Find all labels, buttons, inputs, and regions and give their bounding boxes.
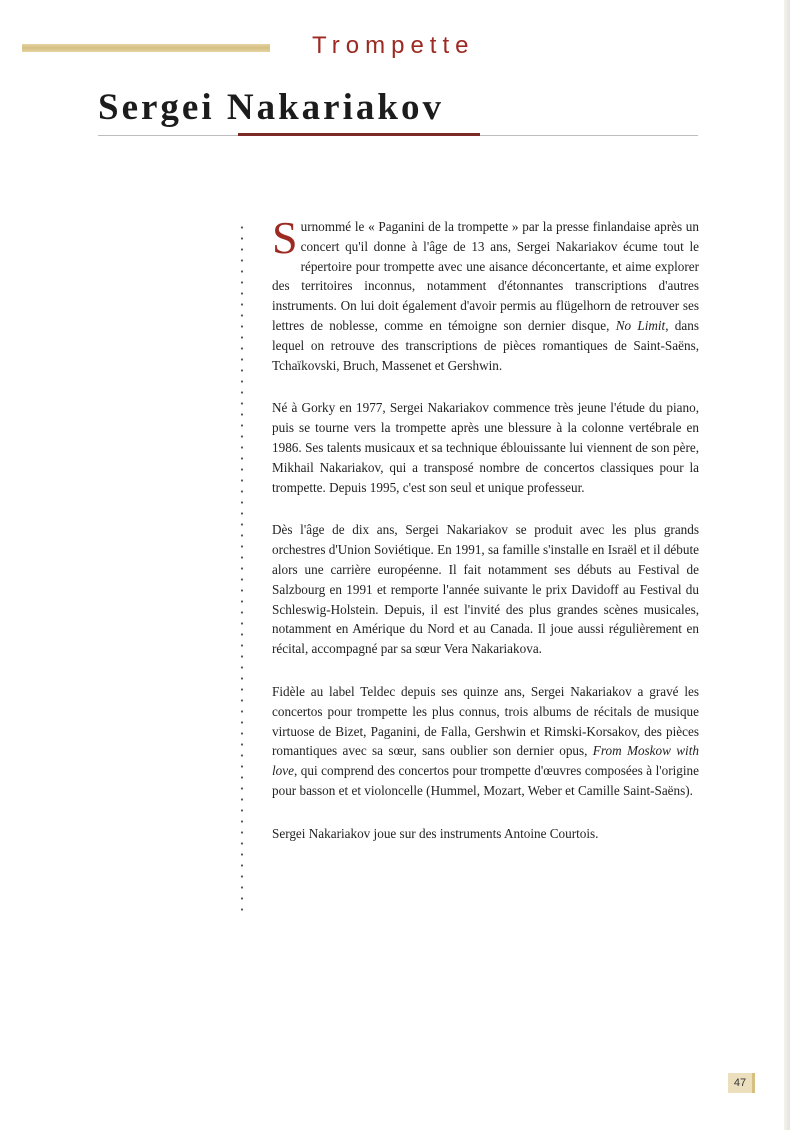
paragraph-2: Né à Gorky en 1977, Sergei Nakariakov commence très jeune l'étude du piano, puis se tourne vers la trompette après une blessure à la colonne vertébrale en 1986. Ses talents musicaux et sa technique éblouissante lui viennent de son père, Mikhail Nakariakov, qui a transposé nombre de concertos classiques pour la trompette. Depuis 1995, c'est son seul et unique professeur.	[272, 400, 699, 495]
paragraph-1	[272, 212, 699, 375]
album-title-from-moskow: From Moskow with love	[272, 743, 699, 779]
page-title: Sergei Nakariakov	[98, 87, 444, 128]
page-number: 47	[728, 1073, 752, 1093]
paragraph-3: Dès l'âge de dix ans, Sergei Nakariakov se produit avec les plus grands orchestres d'Union Soviétique. En 1991, sa famille s'installe en Israël et il débute alors une carrière européenne. Il fait notamment ses débuts au Festival de Salzbourg en 1991 et remporte l'année suivante le prix Davidoff au Festival du Schleswig-Holstein. Depuis, il est l'invité des plus grandes scènes musicales, notamment en Amérique du Nord et au Canada. Il joue aussi régulièrement en récital, accompagné par sa sœur Vera Nakariakova.	[272, 522, 699, 657]
paragraph-5: Sergei Nakariakov joue sur des instruments Antoine Courtois.	[272, 825, 599, 841]
paragraph-4-end: , qui comprend des concertos pour trompette d'œuvres composées à l'origine pour basson et et violoncelle (Hummel, Mozart, Weber et Camille Saint-Saëns).	[272, 763, 699, 798]
paragraph-4-text: Fidèle au label Teldec depuis ses quinze ans, Sergei Nakariakov a gravé les concertos pour trompette les plus connus, trois albums de récitals de musique virtuose de Bizet, Paganini, de Falla, Gershwin et Rimski-Korsakov, des pièces romantiques avec sa sœur, sans oublier son dernier opus,	[272, 683, 699, 759]
title-rule-accent	[238, 133, 480, 136]
drop-cap: S	[272, 212, 298, 263]
paragraph-1-end: , dans lequel on retrouve des transcriptions de pièces romantiques de Saint-Saëns, Tchaïkovski, Bruch, Massenet et Gershwin.	[272, 317, 699, 373]
header-gold-bar	[22, 44, 270, 52]
page-edge	[784, 0, 790, 1130]
page-number-strip	[752, 1073, 755, 1093]
album-title-no-limit: No Limit	[615, 317, 666, 333]
article-body	[272, 212, 699, 867]
paragraph-1-text: urnommé le « Paganini de la trompette » par la presse finlandaise après un concert qu'il donne à l'âge de 13 ans, Sergei Nakariakov écume tout le répertoire pour trompette avec une aisance déconcertante, et aime explorer des territoires inconnus, notamment d'étonnantes transcriptions d'autres instruments. On lui doit également d'avoir permis au flügelhorn de retrouver ses lettres de noblesse, comme en témoigne son dernier disque,	[272, 219, 699, 333]
paragraph-4	[272, 682, 699, 801]
section-label: Trompette	[312, 32, 475, 59]
dotted-margin-rule	[240, 222, 244, 914]
